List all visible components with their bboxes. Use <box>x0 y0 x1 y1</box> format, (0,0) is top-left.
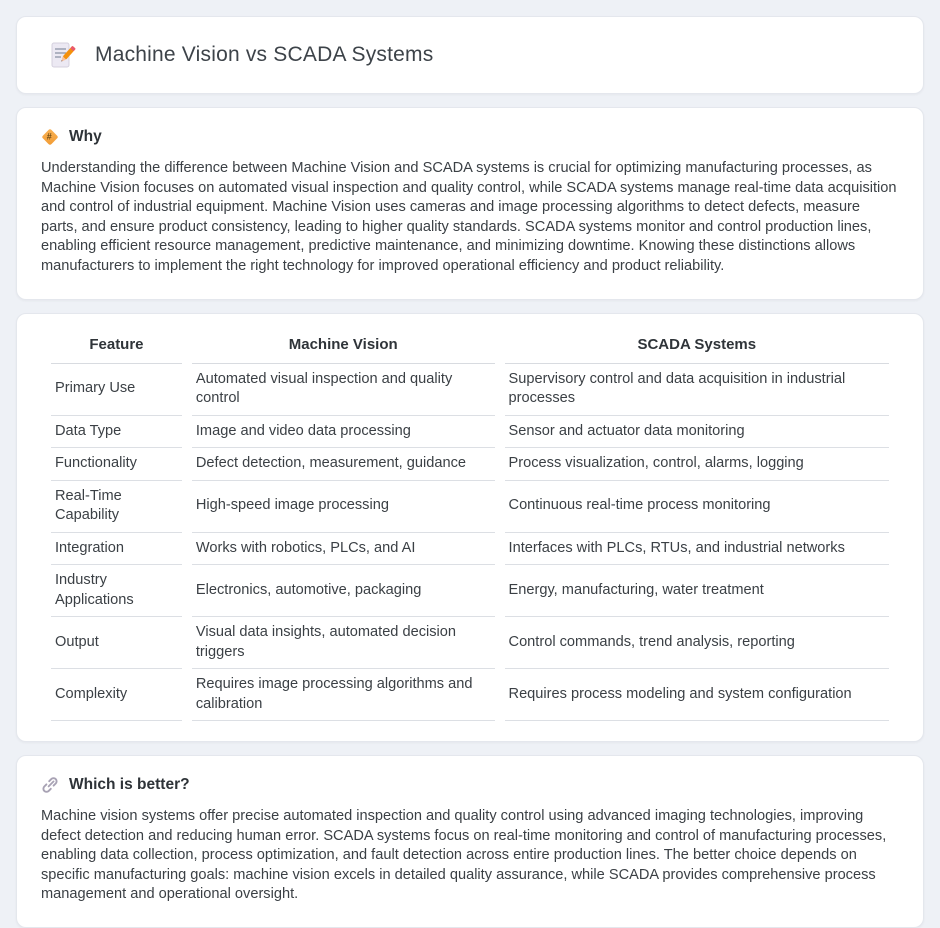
scada-cell: Process visualization, control, alarms, logging <box>505 448 889 481</box>
machine-vision-cell: Requires image processing algorithms and calibration <box>192 669 495 721</box>
scada-cell: Control commands, trend analysis, reporting <box>505 617 889 669</box>
table-header-row <box>51 330 889 364</box>
machine-vision-cell: Automated visual inspection and quality control <box>192 364 495 416</box>
feature-cell: Output <box>51 617 182 669</box>
page-title: Machine Vision vs SCADA Systems <box>95 43 434 66</box>
table-row <box>51 533 889 566</box>
link-icon <box>41 776 59 794</box>
scada-cell: Sensor and actuator data monitoring <box>505 416 889 449</box>
comparison-table <box>41 330 899 722</box>
feature-cell: Integration <box>51 533 182 566</box>
memo-icon <box>47 40 77 70</box>
column-header-machine-vision: Machine Vision <box>192 330 495 364</box>
machine-vision-cell: Image and video data processing <box>192 416 495 449</box>
scada-cell: Continuous real-time process monitoring <box>505 481 889 533</box>
why-heading <box>41 128 899 146</box>
which-is-better-body: Machine vision systems offer precise automated inspection and quality control using advanced imaging technologies, improving defect detection and reducing human error. SCADA systems focus on real-time monitoring and control of manufacturing processes, enabling data collection, process optimization, and fault detection across entire production lines. The better choice depends on specific manufacturing goals: machine vision excels in detailed quality assurance, while SCADA provides comprehensive process management and operational oversight. <box>41 808 887 903</box>
table-row <box>51 364 889 416</box>
which-is-better-heading-label: Which is better? <box>69 776 190 794</box>
why-heading-label: Why <box>69 128 102 145</box>
table-row <box>51 565 889 617</box>
machine-vision-cell: Works with robotics, PLCs, and AI <box>192 533 495 566</box>
diamond-hash-icon: # <box>41 128 59 146</box>
machine-vision-cell: Visual data insights, automated decision triggers <box>192 617 495 669</box>
machine-vision-cell: Electronics, automotive, packaging <box>192 565 495 617</box>
table-row <box>51 448 889 481</box>
scada-cell: Supervisory control and data acquisition in industrial processes <box>505 364 889 416</box>
column-header-scada: SCADA Systems <box>505 330 889 364</box>
page-header <box>16 16 924 94</box>
feature-cell: Functionality <box>51 448 182 481</box>
scada-cell: Requires process modeling and system configuration <box>505 669 889 721</box>
column-header-feature: Feature <box>51 330 182 364</box>
why-body: Understanding the difference between Machine Vision and SCADA systems is crucial for optimizing manufacturing processes, as Machine Vision focuses on automated visual inspection and quality control, while SCADA systems manage real-time data acquisition and control of industrial equipment. Machine Vision uses cameras and image processing algorithms to detect defects, measure parts, and ensure product consistency, leading to higher quality standards. SCADA systems monitor and control production lines, enabling efficient resource management, predictive maintenance, and minimizing downtime. Knowing these distinctions allows manufacturers to implement the right technology for improved operational efficiency and product reliability. <box>41 160 897 274</box>
table-row <box>51 481 889 533</box>
machine-vision-cell: High-speed image processing <box>192 481 495 533</box>
why-section <box>16 107 924 300</box>
which-is-better-section <box>16 755 924 928</box>
scada-cell: Interfaces with PLCs, RTUs, and industrial networks <box>505 533 889 566</box>
machine-vision-cell: Defect detection, measurement, guidance <box>192 448 495 481</box>
comparison-table-card <box>16 313 924 743</box>
feature-cell: Data Type <box>51 416 182 449</box>
feature-cell: Industry Applications <box>51 565 182 617</box>
table-row <box>51 416 889 449</box>
feature-cell: Primary Use <box>51 364 182 416</box>
feature-cell: Complexity <box>51 669 182 721</box>
which-is-better-heading <box>41 776 899 794</box>
feature-cell: Real-Time Capability <box>51 481 182 533</box>
table-row <box>51 617 889 669</box>
table-row <box>51 669 889 721</box>
scada-cell: Energy, manufacturing, water treatment <box>505 565 889 617</box>
